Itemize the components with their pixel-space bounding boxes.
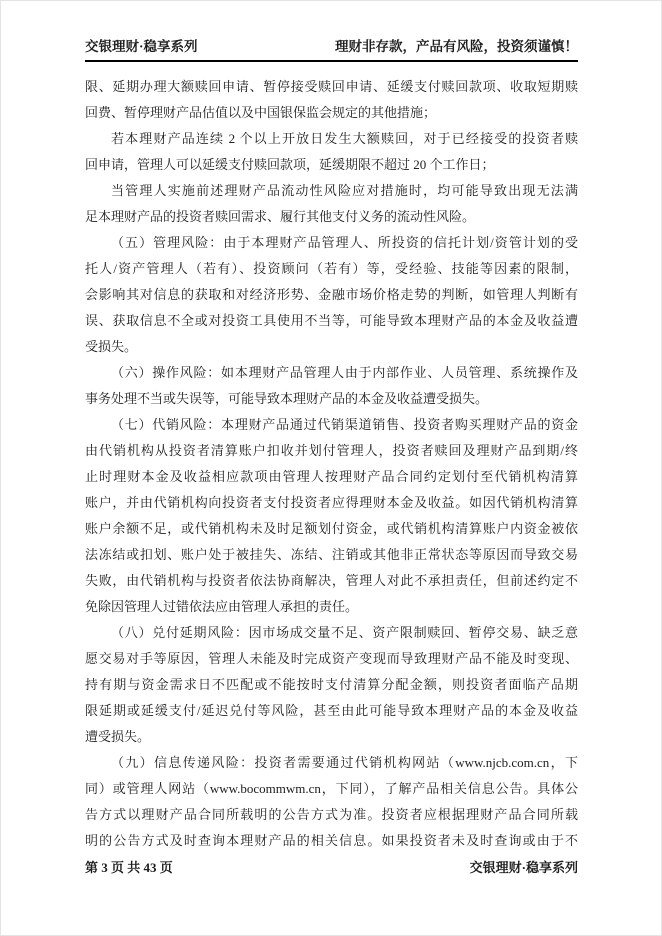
document-line: 账户余额不足，或代销机构未及时足额划付资金，或代销机构清算账户内资金被依: [85, 521, 578, 536]
document-line: 持有期与资金需求日不匹配或不能按时支付清算分配金额，则投资者面临产品期: [85, 677, 578, 692]
document-line: 当管理人实施前述理财产品流动性风险应对措施时，均可能导致出现无法满: [111, 183, 578, 198]
document-line: 足本理财产品的投资者赎回需求、履行其他支付义务的流动性风险。: [85, 209, 476, 224]
document-line: 账户，并由代销机构向投资者支付投资者应得理财本金及收益。如因代销机构清算: [85, 495, 578, 510]
header-risk-warning: 理财非存款，产品有风险，投资须谨慎！: [335, 39, 578, 54]
document-content: [85, 0, 578, 877]
document-line: 明的公告方式及时查询本理财产品的相关信息。如果投资者未及时查询或由于不: [85, 833, 578, 848]
footer-page-number: 第 3 页 共 43 页: [85, 860, 173, 875]
document-line: （六）操作风险：如本理财产品管理人由于内部作业、人员管理、系统操作及: [111, 365, 578, 380]
document-line: （八）兑付延期风险：因市场成交量不足、资产限制赎回、暂停交易、缺乏意: [111, 625, 578, 640]
document-line: 止时理财本金及收益相应款项由管理人按理财产品合同约定划付至代销机构清算: [85, 469, 578, 484]
document-body: [85, 62, 578, 854]
document-line: 限延期或延缓支付/延迟兑付等风险，甚至由此可能导致本理财产品的本金及收益: [85, 703, 578, 718]
document-line: （五）管理风险：由于本理财产品管理人、所投资的信托计划/资管计划的受: [111, 235, 578, 250]
document-line: 限、延期办理大额赎回申请、暂停接受赎回申请、延缓支付赎回款项、收取短期赎: [85, 79, 578, 94]
document-line: 会影响其对信息的获取和对经济形势、金融市场价格走势的判断，如管理人判断有: [85, 287, 578, 302]
document-line: （七）代销风险：本理财产品通过代销渠道销售、投资者购买理财产品的资金: [111, 417, 578, 432]
document-line: 托人/资产管理人（若有）、投资顾问（若有）等，受经验、技能等因素的限制，: [85, 261, 578, 276]
document-line: 遭受损失。: [85, 729, 151, 744]
document-line: 法冻结或扣划、账户处于被挂失、冻结、注销或其他非正常状态等原因而导致交易: [85, 547, 578, 562]
document-line: 受损失。: [85, 339, 138, 354]
header-series-title: 交银理财·稳享系列: [85, 39, 198, 54]
document-line: 事务处理不当或失误等，可能导致本理财产品的本金及收益遭受损失。: [85, 391, 489, 406]
document-line: 若本理财产品连续 2 个以上开放日发生大额赎回，对于已经接受的投资者赎: [111, 131, 578, 146]
document-line: 免除因管理人过错依法应由管理人承担的责任。: [85, 599, 359, 614]
document-line: 回费、暂停理财产品估值以及中国银保监会规定的其他措施；: [85, 105, 437, 120]
document-line: 由代销机构从投资者清算账户扣收并划付管理人，投资者赎回及理财产品到期/终: [85, 443, 578, 458]
document-line: 误、获取信息不全或对投资工具使用不当等，可能导致本理财产品的本金及收益遭: [85, 313, 578, 328]
document-line: 失败，由代销机构与投资者依法协商解决，管理人对此不承担责任，但前述约定不: [85, 573, 578, 588]
document-line: 告方式以理财产品合同所载明的公告方式为准。投资者应根据理财产品合同所载: [85, 807, 578, 822]
document-line: 同）或管理人网站（www.bocommwm.cn，下同），了解产品相关信息公告。具体公: [85, 781, 578, 796]
page-header: [85, 0, 578, 60]
footer-series-title: 交银理财·稳享系列: [469, 860, 578, 875]
document-line: 回申请，管理人可以延缓支付赎回款项，延缓期限不超过 20 个工作日；: [85, 157, 495, 172]
document-line: 愿交易对手等原因，管理人未能及时完成资产变现而导致理财产品不能及时变现、: [85, 651, 578, 666]
page-footer: [85, 854, 578, 877]
document-line: （九）信息传递风险：投资者需要通过代销机构网站（www.njcb.com.cn，下: [111, 755, 578, 770]
